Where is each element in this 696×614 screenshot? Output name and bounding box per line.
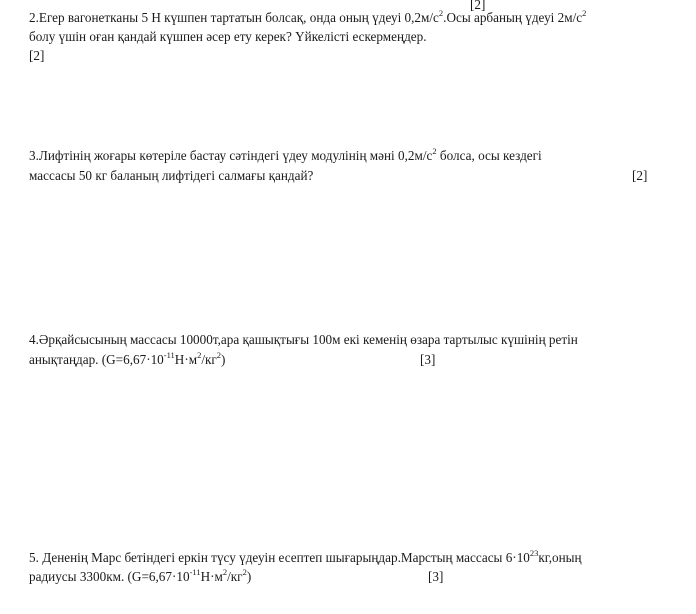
q5-text-b: кг,оның: [538, 550, 582, 565]
q5-text-a2: радиусы 3300км. (G=6,67·10: [29, 569, 190, 584]
q2-sup-1: 2: [438, 7, 444, 18]
q5-sup: 23: [529, 547, 539, 558]
q2-text-b: .Осы арбаның үдеуі 2м/с: [443, 10, 583, 25]
q3-sup: 2: [432, 145, 437, 156]
question-3-line-1: [29, 147, 542, 165]
q4-text-d: ): [221, 352, 226, 367]
q4-score-text: [3]: [420, 352, 436, 367]
q3-text-b: болса, осы кездегі: [436, 148, 542, 163]
q5-text-b2: Н·м: [200, 569, 223, 584]
q3-score-text: [2]: [632, 168, 648, 183]
q3-text-line2: массасы 50 кг баланың лифтідегі салмағы қандай?: [29, 168, 314, 183]
q4-text-b: Н·м: [174, 352, 198, 367]
question-3-score: [632, 167, 647, 185]
q4-sup-2: 2: [197, 349, 202, 360]
q5-text-d2: ): [246, 569, 252, 584]
question-2-line-1: [29, 9, 586, 27]
question-5-score: [428, 568, 443, 586]
top-score-mark-text: [2]: [470, 0, 486, 12]
question-4-line-1: [29, 331, 578, 349]
q2-text-line2: болу үшін оған қандай күшпен әсер ету керек? Үйкелісті ескермеңдер.: [29, 29, 427, 44]
q4-sup-1: -11: [163, 349, 175, 360]
question-2-line-2: [29, 28, 427, 46]
q4-text-line1: 4.Әрқайсысының массасы 10000т,ара қашықтығы 100м екі кеменің өзара тартылыс күшінің ретін: [29, 332, 578, 347]
q4-sup-3: 2: [216, 349, 222, 360]
q5-sup-1: -11: [189, 566, 201, 577]
q5-sup-2: 2: [222, 566, 228, 577]
q5-text-a: 5. Дененің Марс бетіндегі еркін түсу үдеуін есептеп шығарыңдар.Марстың массасы 6·10: [29, 550, 530, 565]
q3-text-a: 3.Лифтінің жоғары көтеріле бастау сәтіндегі үдеу модулінің мәні 0,2м/с: [29, 148, 433, 163]
question-4-line-2: [29, 351, 225, 369]
question-4-score: [420, 351, 435, 369]
q4-text-c: /кг: [201, 352, 217, 367]
q5-score-text: [3]: [428, 569, 444, 584]
question-3-line-2: [29, 167, 313, 185]
question-5-line-1: [29, 549, 582, 567]
q2-sup-2: 2: [582, 7, 587, 18]
question-2-score: [29, 47, 44, 65]
q4-text-a: анықтаңдар. (G=6,67·10: [29, 352, 164, 367]
q5-sup-3: 2: [242, 566, 247, 577]
q2-text-a: 2.Егер вагонетканы 5 Н күшпен тартатын болсақ, онда оның үдеуі 0,2м/с: [29, 10, 439, 25]
q5-text-c2: /кг: [227, 569, 243, 584]
q2-score-text: [2]: [29, 48, 45, 63]
question-5-line-2: [29, 568, 251, 586]
